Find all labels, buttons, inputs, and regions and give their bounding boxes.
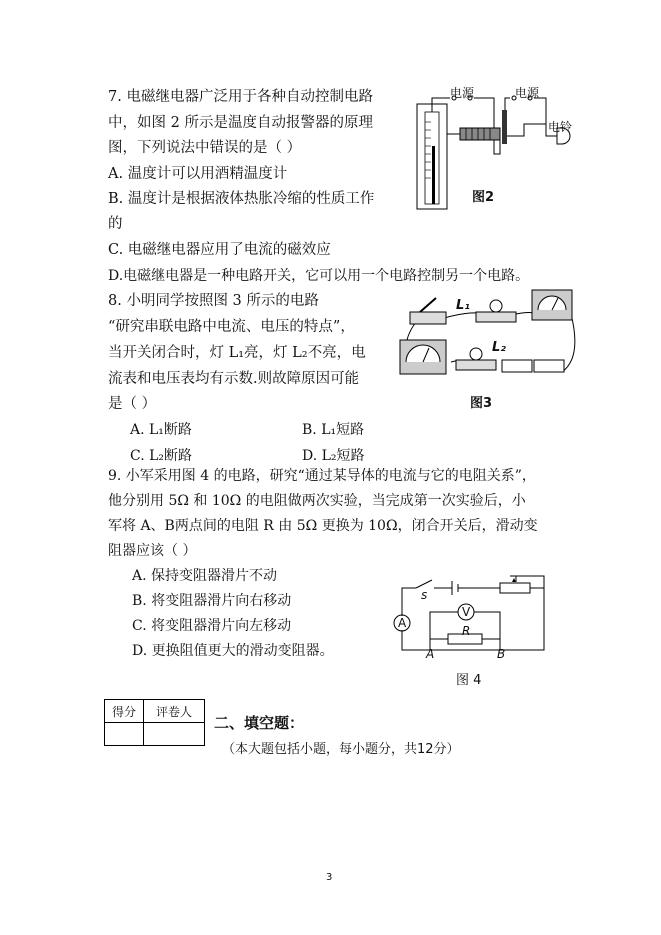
scoring-table — [104, 699, 205, 746]
section-title: 二、填空题： — [214, 714, 305, 732]
q8-option-d: D. L₂短路 — [302, 448, 365, 464]
figure-4-label-b: B — [497, 647, 506, 661]
figure-2-label-power-left: 电源 — [450, 86, 475, 100]
figure-2-label-bell: 电铃 — [548, 120, 573, 134]
figure-2-caption: 图2 — [472, 190, 495, 205]
figure-4-label-resistor: R — [462, 624, 471, 638]
q9-line-1: 9. 小军采用图 4 的电路，研究“通过某导体的电流与它的电阻关系”， — [108, 468, 536, 484]
figure-4-label-a: A — [426, 647, 435, 661]
q7-option-d: D.电磁继电器是一种电路开关，它可以用一个电路控制另一个电路。 — [108, 268, 530, 284]
q8-option-b: B. L₁短路 — [302, 422, 365, 438]
q8-line-3: 当开关闭合时，灯 L₁亮，灯 L₂不亮，电 — [108, 345, 366, 361]
q8-line-4: 流表和电压表均有示数.则故障原因可能 — [108, 371, 360, 387]
q9-option-c: C. 将变阻器滑片向左移动 — [132, 618, 292, 634]
figure-2-diagram — [412, 76, 582, 211]
score-cell[interactable] — [105, 723, 144, 746]
q7-line-1: 7. 电磁继电器广泛用于各种自动控制电路 — [108, 89, 373, 105]
figure-3-label-l2: L₂ — [492, 340, 506, 355]
q7-option-c: C. 电磁继电器应用了电流的磁效应 — [108, 242, 331, 258]
figure-3-caption: 图3 — [470, 396, 493, 411]
figure-4-label-ammeter: A — [398, 616, 407, 630]
q8-line-5: 是（ ） — [108, 396, 157, 412]
grader-cell[interactable] — [144, 723, 205, 746]
q9-option-b: B. 将变阻器滑片向右移动 — [132, 593, 292, 609]
q7-option-b: B. 温度计是根据液体热胀冷缩的性质工作 — [108, 191, 375, 207]
grader-header: 评卷人 — [144, 700, 205, 723]
q8-line-2: “研究串联电路中电流、电压的特点”， — [108, 319, 355, 335]
figure-3-label-l1: L₁ — [456, 298, 470, 313]
section-note: （本大题包括小题，每小题分，共12分） — [222, 742, 460, 757]
figure-4-caption: 图 4 — [456, 673, 482, 688]
q8-option-c: C. L₂断路 — [130, 448, 193, 464]
score-header: 得分 — [105, 700, 144, 723]
figure-3-diagram — [396, 282, 576, 390]
figure-2-label-power-right: 电源 — [515, 86, 540, 100]
q9-option-a: A. 保持变阻器滑片不动 — [132, 568, 278, 584]
figure-4-label-voltmeter: V — [462, 605, 471, 619]
q7-line-3: 图，下列说法中错误的是（ ） — [108, 140, 302, 156]
q7-option-a: A. 温度计可以用酒精温度计 — [108, 166, 288, 182]
q9-line-2: 他分别用 5Ω 和 10Ω 的电阻做两次实验，当完成第一次实验后，小 — [108, 493, 526, 509]
q8-option-a: A. L₁断路 — [130, 422, 192, 438]
q7-option-b-cont: 的 — [108, 216, 123, 232]
q7-line-2: 中，如图 2 所示是温度自动报警器的原理 — [108, 115, 373, 131]
figure-4-label-switch: s — [421, 588, 428, 602]
q9-line-3: 军将 A、B两点间的电阻 R 由 5Ω 更换为 10Ω，闭合开关后，滑动变 — [108, 518, 538, 534]
page-number: 3 — [326, 872, 333, 883]
q8-line-1: 8. 小明同学按照图 3 所示的电路 — [108, 293, 319, 309]
q9-line-4: 阻器应该（ ） — [108, 543, 197, 559]
q9-option-d: D. 更换阻值更大的滑动变阻器。 — [132, 643, 334, 659]
